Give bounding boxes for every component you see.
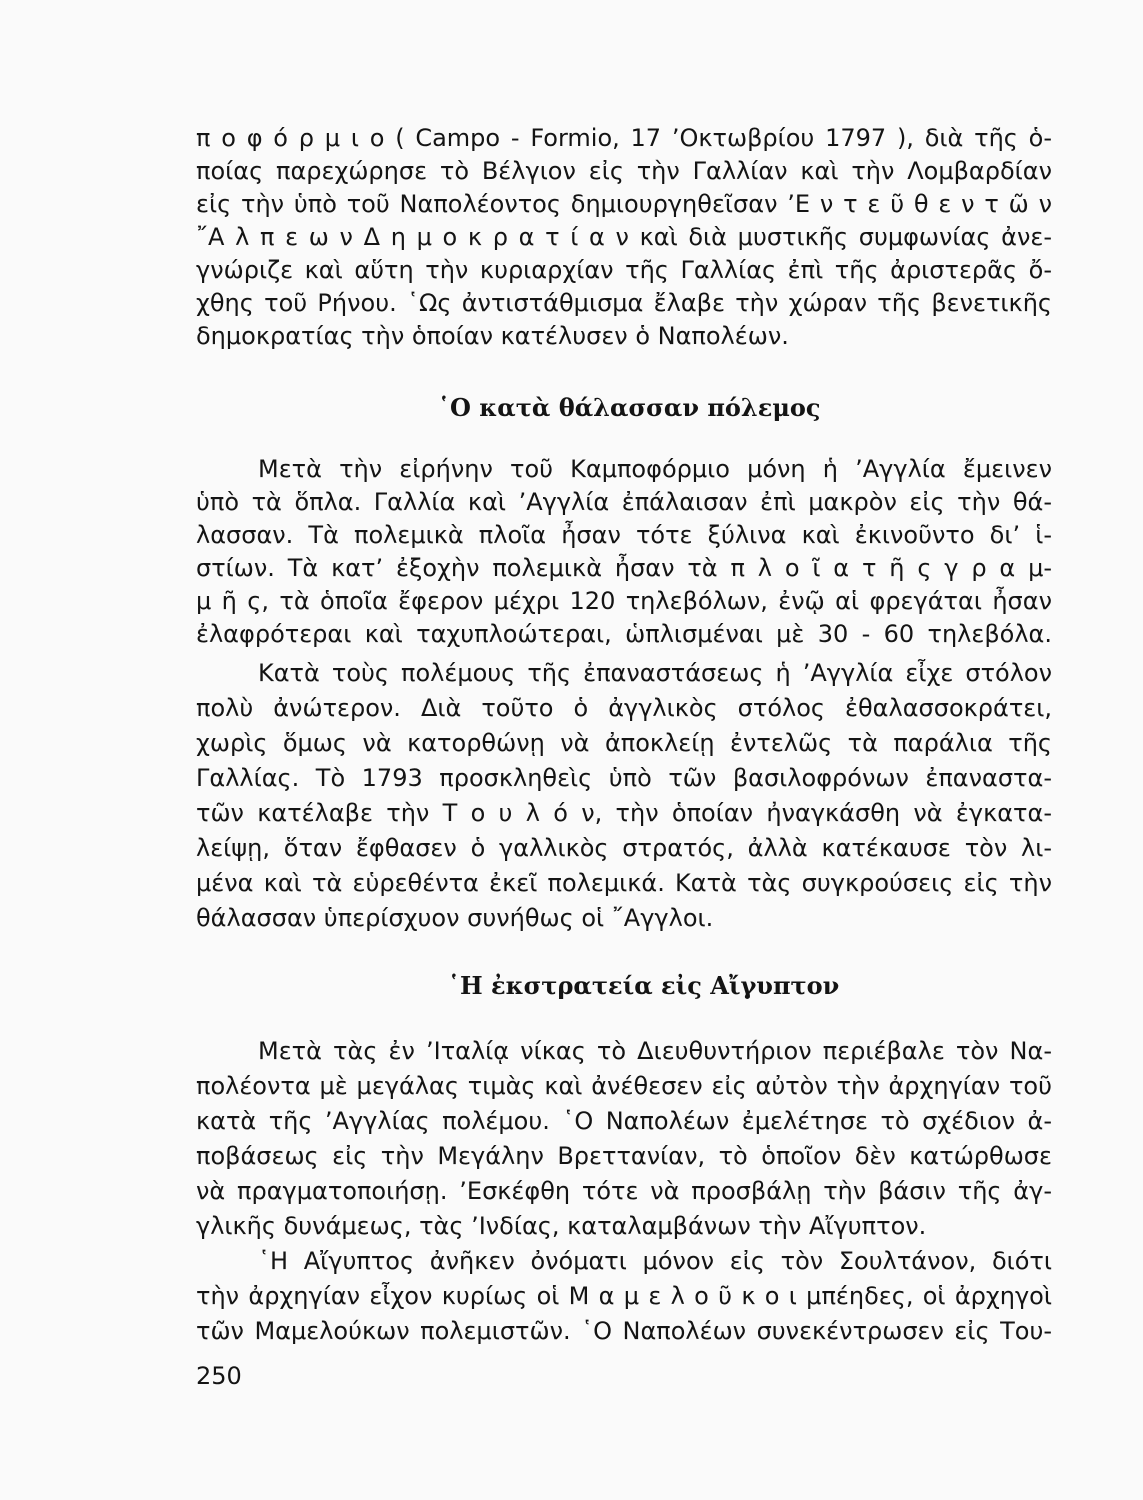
text-line: γνώριζε καὶ αὕτη τὴν κυριαρχίαν τῆς Γαλλίας ἐπὶ τῆς ἀριστερᾶς ὄ- [196,256,1052,284]
text-line: στίων. Τὰ κατ’ ἐξοχὴν πολεμικὰ ἦσαν τὰ π λ ο ῖ α τ ῆ ς γ ρ α μ- [196,554,1052,582]
text-line: τὴν ἀρχηγίαν εἶχον κυρίως οἱ Μ α μ ε λ ο ῦ κ ο ι μπέηδες, οἱ ἀρχηγοὶ [196,1282,1052,1310]
text-line: λείψῃ, ὅταν ἔφθασεν ὁ γαλλικὸς στρατός, ἀλλὰ κατέκαυσε τὸν λι- [196,834,1052,862]
text-line: κατὰ τῆς ’Αγγλίας πολέμου. ῾Ο Ναπολέων ἐμελέτησε τὸ σχέδιον ἀ- [196,1107,1052,1135]
text-line: Μετὰ τὰς ἐν ’Ιταλίᾳ νίκας τὸ Διευθυντήριον περιέβαλε τὸν Να- [258,1037,1052,1065]
text-line: γλικῆς δυνάμεως, τὰς ’Ινδίας, καταλαμβάνων τὴν Αἴγυπτον. [196,1212,927,1240]
text-line: ὑπὸ τὰ ὅπλα. Γαλλία καὶ ’Αγγλία ἐπάλαισαν ἐπὶ μακρὸν εἰς τὴν θά- [196,488,1052,516]
text-line: δημοκρατίας τὴν ὁποίαν κατέλυσεν ὁ Ναπολέων. [196,322,789,350]
text-line: τῶν Μαμελούκων πολεμιστῶν. ῾Ο Ναπολέων συνεκέντρωσεν εἰς Του- [196,1317,1052,1345]
text-line: λασσαν. Τὰ πολεμικὰ πλοῖα ἦσαν τότε ξύλινα καὶ ἐκινοῦντο δι’ ἱ- [196,521,1052,549]
text-line: θάλασσαν ὑπερίσχυον συνήθως οἱ ῎Αγγλοι. [196,904,714,932]
text-line: Μετὰ τὴν εἰρήνην τοῦ Καμποφόρμιο μόνη ἡ ’Αγγλία ἔμεινεν [258,455,1052,483]
section-heading-sea-war: ῾Ο κατὰ θάλασσαν πόλεμος [438,393,821,422]
text-line: τῶν κατέλαβε τὴν Τ ο υ λ ό ν, τὴν ὁποίαν ἠναγκάσθη νὰ ἐγκατα- [196,799,1052,827]
text-line: ἐλαφρότεραι καὶ ταχυπλοώτεραι, ὡπλισμέναι μὲ 30 - 60 τηλεβόλα. [196,620,1052,648]
text-line: πολὺ ἀνώτερον. Διὰ τοῦτο ὁ ἀγγλικὸς στόλος ἐθαλασσοκράτει, [196,694,1052,722]
text-line: π ο φ ό ρ μ ι ο ( Campo - Formio, 17 ’Οκτωβρίου 1797 ), διὰ τῆς ὁ- [196,124,1052,152]
text-line: εἰς τὴν ὑπὸ τοῦ Ναπολέοντος δημιουργηθεῖσαν ’Ε ν τ ε ῦ θ ε ν τ ῶ ν [196,190,1052,218]
section-heading-egypt-campaign: ῾Η ἐκστρατεία εἰς Αἴγυπτον [448,971,840,1000]
text-line: ῎Α λ π ε ω ν Δ η μ ο κ ρ α τ ί α ν καὶ διὰ μυστικῆς συμφωνίας ἀνε- [196,223,1052,251]
text-line: μένα καὶ τὰ εὑρεθέντα ἐκεῖ πολεμικά. Κατὰ τὰς συγκρούσεις εἰς τὴν [196,869,1052,897]
text-line: ποίας παρεχώρησε τὸ Βέλγιον εἰς τὴν Γαλλίαν καὶ τὴν Λομβαρδίαν [196,157,1052,185]
text-line: ποβάσεως εἰς τὴν Μεγάλην Βρεττανίαν, τὸ ὁποῖον δὲν κατώρθωσε [196,1142,1052,1170]
text-line: χωρὶς ὅμως νὰ κατορθώνῃ νὰ ἀποκλείῃ ἐντελῶς τὰ παράλια τῆς [196,729,1052,757]
text-line: Κατὰ τοὺς πολέμους τῆς ἐπαναστάσεως ἡ ’Αγγλία εἶχε στόλον [258,659,1052,687]
text-line: χθης τοῦ Ρήνου. ῾Ως ἀντιστάθμισμα ἔλαβε τὴν χώραν τῆς βενετικῆς [196,289,1052,317]
text-line: ῾Η Αἴγυπτος ἀνῆκεν ὀνόματι μόνον εἰς τὸν Σουλτάνον, διότι [258,1247,1052,1275]
text-line: νὰ πραγματοποιήσῃ. ’Εσκέφθη τότε νὰ προσβάλῃ τὴν βάσιν τῆς ἀγ- [196,1177,1052,1205]
text-line: μ ῆ ς, τὰ ὁποῖα ἔφερον μέχρι 120 τηλεβόλων, ἐνῷ αἱ φρεγάται ἦσαν [196,587,1052,615]
text-line: Γαλλίας. Τὸ 1793 προσκληθεὶς ὑπὸ τῶν βασιλοφρόνων ἐπαναστα- [196,764,1052,792]
page-number: 250 [196,1362,242,1390]
text-line: πολέοντα μὲ μεγάλας τιμὰς καὶ ἀνέθεσεν εἰς αὐτὸν τὴν ἀρχηγίαν τοῦ [196,1072,1052,1100]
